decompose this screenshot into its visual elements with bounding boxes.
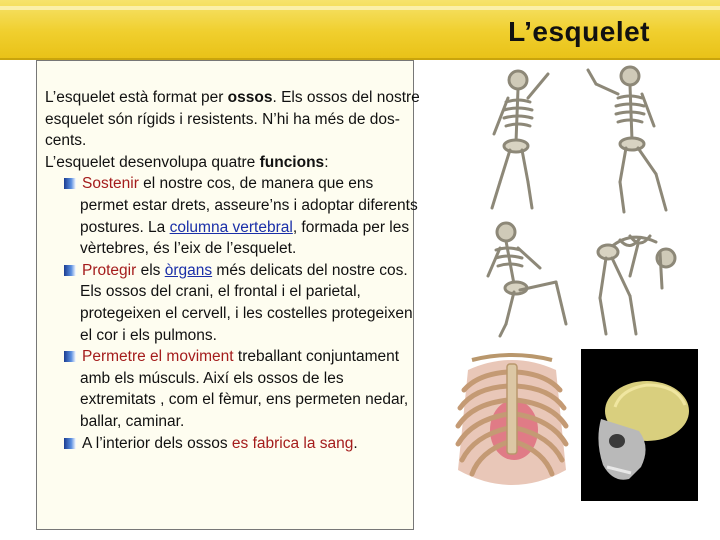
bullet-sostenir-text-1: el nostre cos, de manera que ens permet estar drets, asseure’ns i adoptar diferents postures. La [80, 175, 418, 236]
intro-text-2: . Els ossos del nostre esquelet són rígids i resistents. N’hi ha més de dos-cents. [45, 89, 420, 150]
bullet-moviment [45, 346, 421, 432]
skeleton-walking-2 [588, 67, 666, 212]
bullet-protegir-text-2: més delicats del nostre cos. Els ossos del crani, el frontal i el parietal, protegeixen el cervell, i les costelles protegeixen el cor i els pulmons. [80, 261, 413, 344]
skeleton-bending-4 [598, 236, 675, 334]
skeleton-sitting-3 [488, 223, 566, 336]
bullet-sang [45, 433, 421, 455]
ribcage-image [448, 350, 576, 500]
skull-scan-image [581, 349, 698, 501]
intro-funcions: funcions [259, 153, 325, 171]
intro-ossos: ossos [227, 89, 273, 106]
intro-functions [45, 152, 421, 174]
bullet-square-icon [64, 178, 76, 189]
slide-title: L’esquelet [508, 16, 650, 47]
title-band-highlight [0, 6, 720, 10]
skeleton-standing-1 [492, 71, 548, 208]
bullet-sang-text-1: A l’interior dels ossos [82, 434, 232, 452]
bullet-square-icon [64, 265, 76, 276]
bullet-sostenir-text-2: , formada per les vèrtebres, és l’eix de l’esquelet. [80, 218, 410, 258]
bullet-moviment-text: treballant conjuntament amb els músculs. Així els ossos de les extremitats , com el fèmur, ens permeten nedar, ballar, caminar. [80, 348, 409, 430]
skeleton-poses-image [470, 62, 710, 342]
text-body [45, 87, 421, 454]
bullet-sang-key: es fabrica la sang [231, 434, 354, 452]
intro-text-3: L’esquelet desenvolupa quatre [45, 153, 260, 171]
intro-paragraph [45, 87, 421, 152]
bullet-protegir-key: Protegir [82, 261, 137, 279]
bullet-sostenir [45, 173, 421, 259]
bullet-square-icon [64, 438, 76, 449]
bullet-sang-text-2: . [353, 434, 358, 452]
bullet-moviment-key: Permetre el moviment [82, 348, 234, 366]
text-panel [36, 60, 420, 530]
bullet-sostenir-key: Sostenir [82, 175, 139, 193]
intro-text-1: L’esquelet està format per [45, 89, 228, 106]
bullet-square-icon [64, 351, 76, 362]
bullet-protegir [45, 260, 421, 346]
organs-link[interactable]: òrgans [164, 261, 213, 279]
intro-text-4: : [324, 153, 329, 171]
columna-vertebral-link[interactable]: columna vertebral [169, 218, 293, 236]
bullet-protegir-text-1: els [136, 261, 165, 279]
